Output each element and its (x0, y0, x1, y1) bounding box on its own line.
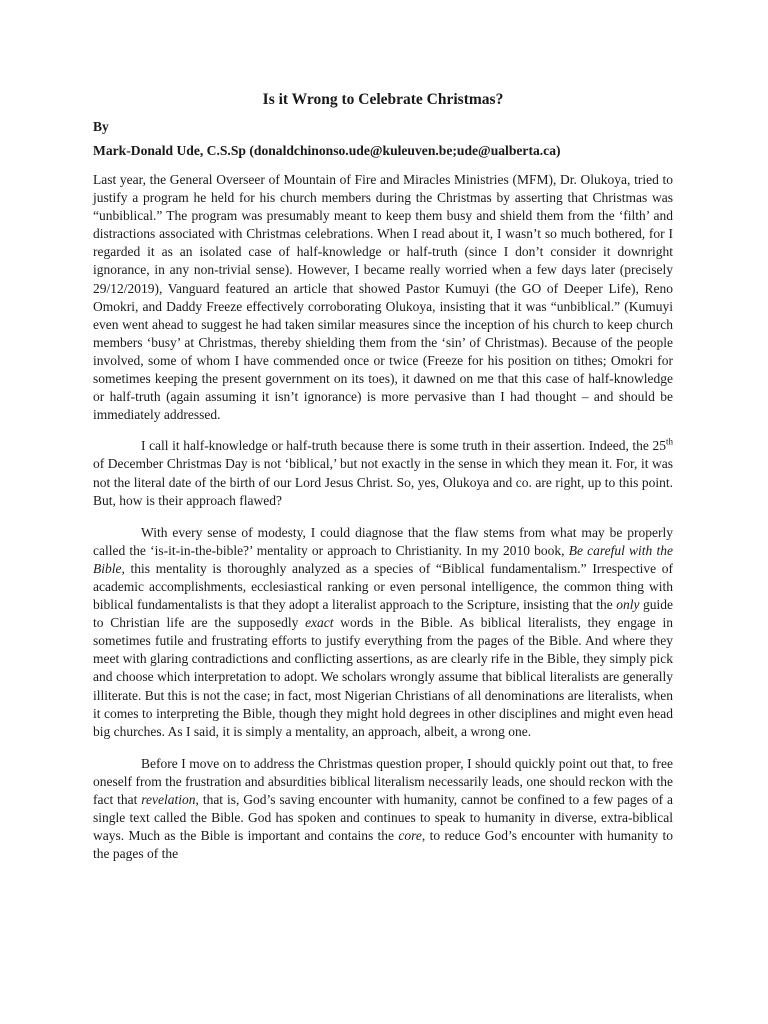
paragraph-text: Before I move on to address the Christmas question proper, I should quickly point out that, to free oneself from the frustration and absurdities biblical literalism necessarily leads, one should reckon with the fact that (93, 755, 673, 807)
paragraph-2 (93, 437, 673, 509)
book-title: Be careful with the Bible (93, 542, 673, 576)
paragraph-text: Last year, the General Overseer of Mountain of Fire and Miracles Ministries (MFM), Dr. Olukoya, tried to justify a program he held for his church members during the Christmas by asserting that Christmas was “unbiblical.” The program was presumably meant to keep them busy and shield them from the ‘filth’ and distractions associated with Christmas celebrations. When I read about it, I wasn’t so much bothered, for I regarded it as an isolated case of half-knowledge or half-truth (since I don’t consider it downright ignorance, in any non-trivial sense). However, I became really worried when a few days later (precisely 29/12/2019), Vanguard featured an article that showed Pastor Kumuyi (the GO of Deeper Life), Reno Omokri, and Daddy Freeze effectively corroborating Olukoya, insisting that it was “unbiblical.” (Kumuyi even went ahead to suggest he had taken similar measures since the inception of his church to keep church members ‘busy’ at Christmas, thereby shielding them from the ‘sin’ of Christmas). Because of the people involved, some of whom I have commended once or twice (Freeze for his position on tithes; Omokri for sometimes keeping the present government on its toes), it dawned on me that this case of half-knowledge or half-truth (again assuming it isn’t ignorance) is more pervasive than I had thought – and should be immediately addressed. (93, 172, 673, 423)
author-line: Mark-Donald Ude, C.S.Sp (donaldchinonso.ude@kuleuven.be;ude@ualberta.ca) (93, 143, 561, 158)
emphasis-text: core (398, 828, 422, 844)
document-body (93, 171, 673, 877)
paragraph-text: words in the Bible. As biblical literalists, they engage in sometimes futile and frustrating efforts to justify everything from the pages of the Bible. And where they meet with glaring contradictions and conflicting assertions, as are clearly rife in the Bible, they simply pick and choose which interpretation to adopt. We scholars wrongly assume that biblical literalists are generally illiterate. But this is not the case; in fact, most Nigerian Christians of all denominations are literalists, when it comes to interpreting the Bible, though they might hold degrees in other disciplines and might even head big churches. As I said, it is simply a mentality, an approach, albeit, a wrong one. (93, 615, 673, 739)
paragraph-text: , this mentality is thoroughly analyzed as a species of “Biblical fundamentalism.” Irrespective of academic accomplishments, ecclesiastical ranking or even personal intelligence, the common thing with biblical fundamentalists is that they adopt a literalist approach to the Scripture, insisting that the (93, 560, 673, 613)
paragraph-4 (93, 755, 673, 864)
paragraph-text: , to reduce God’s encounter with humanity to the pages of the (93, 828, 673, 862)
paragraph-text: guide to Christian life are the supposedly (93, 597, 673, 631)
document-title: Is it Wrong to Celebrate Christmas? (262, 91, 504, 108)
paragraph-text: , that is, God’s saving encounter with humanity, cannot be confined to a few pages of a single text called the Bible. God has spoken and continues to speak to humanity in diverse, extra-biblical ways. Much as the Bible is important and contains the (93, 792, 673, 844)
paragraph-text: With every sense of modesty, I could diagnose that the flaw stems from what may be properly called the ‘is-it-in-the-bible?’ mentality or approach to Christianity. In my 2010 book, (93, 524, 673, 558)
paragraph-text: of December Christmas Day is not ‘biblical,’ but not exactly in the sense in which they mean it. For, it was not the literal date of the birth of our Lord Jesus Christ. So, yes, Olukoya and co. are right, up to this point. But, how is their approach flawed? (93, 456, 673, 508)
byline-label: By (93, 119, 109, 134)
paragraph-3 (93, 524, 673, 741)
paragraph-text: I call it half-knowledge or half-truth because there is some truth in their assertion. Indeed, the 25 (141, 438, 666, 454)
emphasis-text: exact (305, 615, 334, 631)
emphasis-text: revelation (141, 792, 196, 807)
paragraph-1 (93, 171, 673, 424)
emphasis-text: only (616, 597, 640, 613)
superscript-ordinal: th (665, 436, 673, 447)
